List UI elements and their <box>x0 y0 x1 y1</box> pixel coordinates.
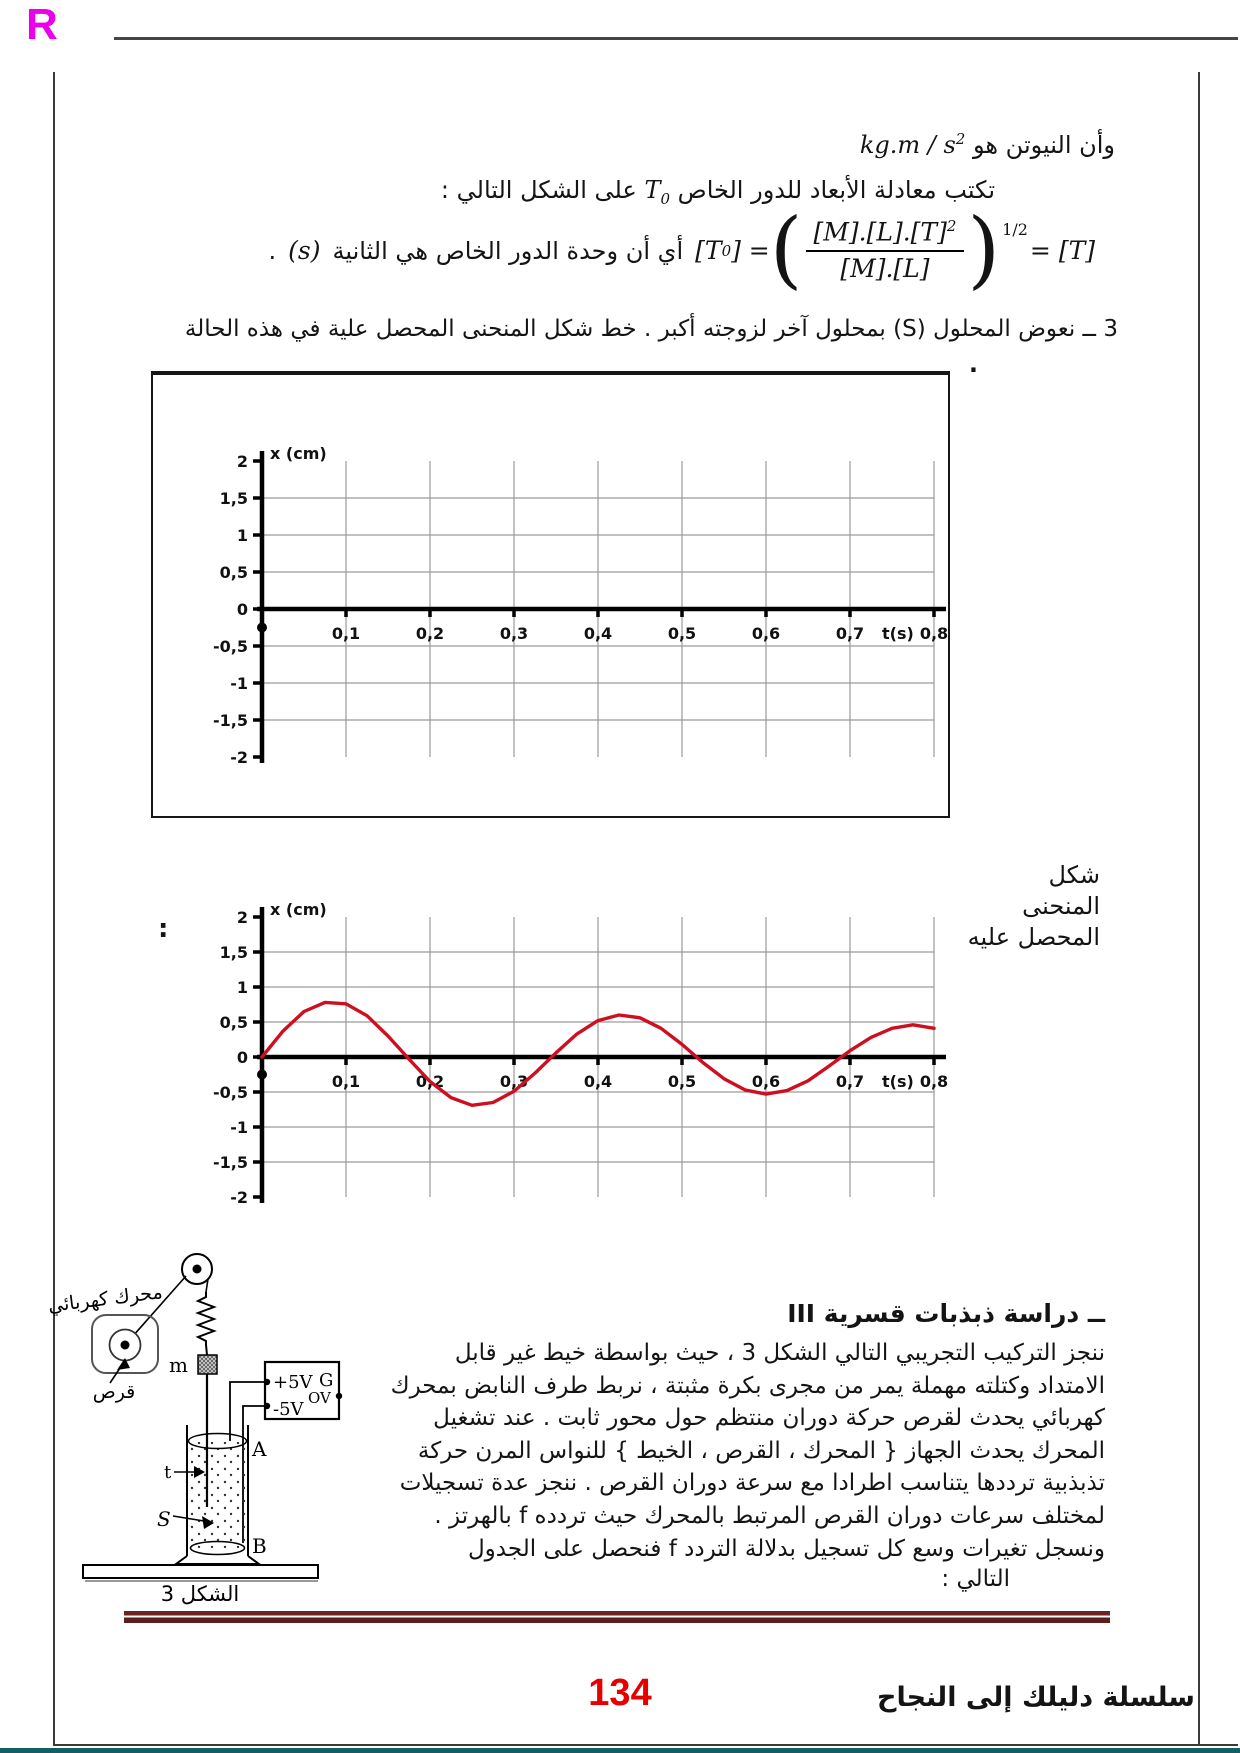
svg-text:0,1: 0,1 <box>331 1072 361 1091</box>
svg-text:-2: -2 <box>230 1188 248 1207</box>
svg-text:0,7: 0,7 <box>835 1072 865 1091</box>
svg-text:1: 1 <box>236 978 248 997</box>
section-3-heading: III ــ دراسة ذبذبات قسرية <box>787 1299 1105 1328</box>
newton-unit-line <box>860 130 1115 159</box>
cylinder-foot <box>176 1556 259 1564</box>
section-3-paragraph <box>391 1337 1105 1565</box>
equation-period: . <box>268 236 277 265</box>
dimensional-equation <box>268 199 1095 298</box>
top-rule <box>114 37 1238 40</box>
supply-minus-label: -5V <box>273 1399 304 1420</box>
svg-text:1: 1 <box>236 526 248 545</box>
paragraph-line: تذبذبية ترددها يتناسب اطرادا مع سرعة دوران القرص . ننجز عدة تسجيلات <box>399 1470 1105 1497</box>
pulley-axle <box>193 1265 202 1274</box>
newton-unit-math: $kg.m / s^2$ <box>859 130 966 159</box>
paragraph-line: لمختلف سرعات دوران القرص المرتبط بالمحرك حيث تردده f بالهرتز . <box>434 1502 1105 1529</box>
svg-text:0,5: 0,5 <box>667 1072 697 1091</box>
svg-text:0,8: 0,8 <box>919 1072 949 1091</box>
svg-text:0,4: 0,4 <box>583 624 613 643</box>
svg-text:0,7: 0,7 <box>835 624 865 643</box>
svg-text:t(s): t(s) <box>882 1072 914 1091</box>
svg-text:0,3: 0,3 <box>499 624 529 643</box>
paragraph-line: المحرك يحدث الجهاز { المحرك ، القرص ، الخيط } للنواس المرن حركة <box>417 1437 1105 1464</box>
fraction-numerator: $[M].[L].[T]^2$ <box>806 218 965 252</box>
chart-damped-oscillation <box>150 900 950 1212</box>
svg-text:0,1: 0,1 <box>331 624 361 643</box>
svg-text:0,5: 0,5 <box>219 563 248 582</box>
svg-text:1,5: 1,5 <box>219 489 248 508</box>
spring-icon <box>198 1292 214 1355</box>
supply-g-label: G <box>319 1370 334 1391</box>
equation-math: [T 0 ] = ( $\frac{[M].[L].[T]^2}{[M].[L]}$ ) 1/2 = [T] <box>695 199 1095 298</box>
solution-label: S <box>157 1507 171 1531</box>
svg-text:2: 2 <box>236 908 248 927</box>
electrode-a-label: A <box>252 1437 267 1461</box>
svg-text:0,4: 0,4 <box>583 1072 613 1091</box>
newton-unit-text: وأن النيوتن هو <box>972 131 1115 159</box>
unit-seconds: (s) <box>288 236 321 266</box>
figure-3-caption: الشكل 3 <box>160 1582 240 1606</box>
equation-tail-text: أي أن وحدة الدور الخاص هي الثانية <box>332 236 684 265</box>
solution-liquid <box>189 1442 247 1548</box>
right-page-border <box>1198 72 1200 1746</box>
svg-text:0: 0 <box>236 600 248 619</box>
svg-text:t(s): t(s) <box>882 624 914 643</box>
footer-series-title: سلسلة دليلك إلى النجاح <box>876 1682 1195 1713</box>
paragraph-last-line: التالي : <box>941 1566 1010 1592</box>
chart-empty-grid <box>154 377 949 809</box>
svg-text:x (cm): x (cm) <box>270 444 327 463</box>
question-3-line: 3 ــ نعوض المحلول (S) بمحلول آخر لزوجته أكبر . خط شكل المنحنى المحصل علية في هذه الحالة <box>184 316 1118 342</box>
svg-text:-0,5: -0,5 <box>213 1083 248 1102</box>
motor-label: محرك كهربائي <box>46 1281 164 1317</box>
electrode-b-label: B <box>252 1534 267 1558</box>
scan-edge-strip <box>0 1748 1240 1753</box>
svg-text:2: 2 <box>236 452 248 471</box>
caption-colon: : <box>158 914 169 944</box>
svg-text:0,5: 0,5 <box>219 1013 248 1032</box>
question-3-period: . <box>968 350 978 378</box>
fraction-denominator: [M].[L] <box>840 254 930 284</box>
svg-text:-1: -1 <box>230 1118 248 1137</box>
svg-text:-0,5: -0,5 <box>213 637 248 656</box>
page-number: 134 <box>588 1672 652 1714</box>
supply-ov-label: OV <box>308 1389 331 1407</box>
t0-symbol: $T_0$ <box>644 176 671 208</box>
svg-text:0,6: 0,6 <box>751 624 781 643</box>
rod-label: t <box>164 1462 172 1483</box>
disc-label: قرص <box>92 1381 136 1403</box>
svg-text:-1,5: -1,5 <box>213 1153 248 1172</box>
paragraph-line: كهربائي يحدث لقرص حركة دوران منتظم حول محور ثابت . عند تشغيل <box>433 1405 1105 1432</box>
mass-label: m <box>169 1353 188 1377</box>
svg-text:0,3: 0,3 <box>499 1072 529 1091</box>
exponent-half: 1/2 <box>1002 220 1028 239</box>
fraction <box>806 218 965 284</box>
svg-text:0,5: 0,5 <box>667 624 697 643</box>
svg-text:0,2: 0,2 <box>415 624 445 643</box>
logo-r: R <box>26 0 58 49</box>
svg-text:0,2: 0,2 <box>415 1072 445 1091</box>
paragraph-line: الامتداد وكتلته مهملة يمر من مجرى بكرة مثبتة ، نربط طرف النابض بمحرك <box>390 1372 1105 1399</box>
bottom-rule <box>53 1744 1238 1746</box>
section-separator-bar <box>124 1611 1110 1623</box>
supply-plus-label: +5V <box>273 1372 313 1393</box>
mass-block <box>198 1355 217 1374</box>
svg-text:-1,5: -1,5 <box>213 711 248 730</box>
base-plate <box>83 1565 318 1578</box>
svg-text:0,6: 0,6 <box>751 1072 781 1091</box>
svg-text:0,8: 0,8 <box>919 624 949 643</box>
paragraph-line: ننجز التركيب التجريبي التالي الشكل 3 ، حيث بواسطة خيط غير قابل <box>454 1340 1105 1366</box>
svg-text:1,5: 1,5 <box>219 943 248 962</box>
dimension-equation-intro: تكتب معادلة الأبعاد للدور الخاص $T_0$ على الشكل التالي : <box>440 176 995 208</box>
figure-3-setup-diagram <box>40 1245 352 1607</box>
svg-text:x (cm): x (cm) <box>270 900 327 919</box>
motor-axle <box>121 1341 130 1350</box>
svg-text:-1: -1 <box>230 674 248 693</box>
terminal-ov-dot <box>336 1393 342 1399</box>
svg-text:-2: -2 <box>230 748 248 767</box>
curve-caption: شكل المنحنى المحصل عليه <box>967 861 1100 951</box>
svg-text:0: 0 <box>236 1048 248 1067</box>
paragraph-line: ونسجل تغيرات وسع كل تسجيل بدلالة التردد f فنحصل على الجدول <box>467 1535 1105 1562</box>
